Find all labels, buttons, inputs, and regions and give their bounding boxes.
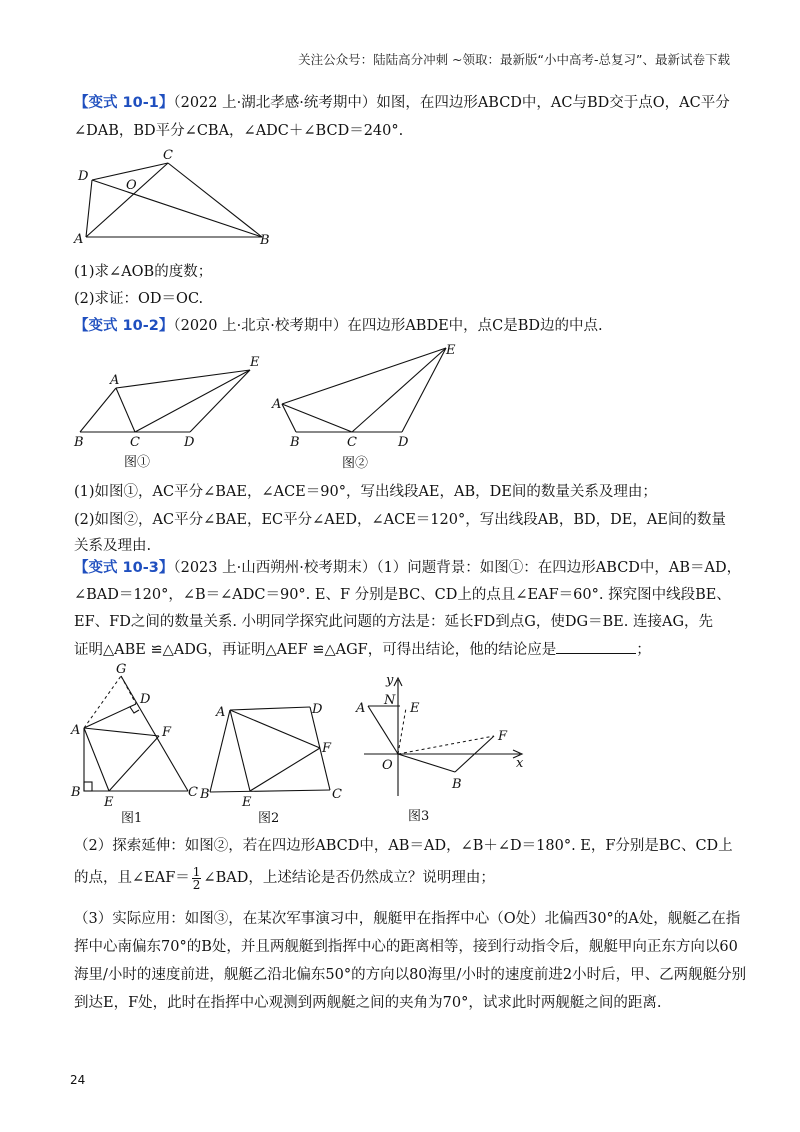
label-C: C — [163, 148, 173, 163]
problem-10-2-line1 — [74, 316, 736, 336]
figure-caption: 图① — [124, 455, 151, 470]
label-D: D — [398, 435, 409, 450]
problem-10-1-line1 — [74, 93, 736, 113]
label-B: B — [200, 787, 210, 802]
problem-tag: 【变式 10-1】 — [74, 95, 174, 111]
figure-10-2-1 — [70, 350, 270, 479]
label-B: B — [452, 777, 462, 792]
fraction-numerator: 1 — [192, 864, 201, 879]
label-D: D — [312, 702, 323, 717]
problem-10-2-q2a: (2)如图②，AC平分∠BAE，EC平分∠AED，∠ACE＝120°，写出线段AB，BD，DE，AE间的数量 — [74, 512, 726, 528]
label-D: D — [184, 435, 195, 450]
problem-10-3-line1 — [74, 558, 742, 578]
label-F: F — [162, 725, 172, 740]
label-E: E — [250, 355, 260, 370]
page-header: 关注公众号：陆陆高分冲刺 ~领取：最新版“小中高考-总复习”、最新试卷下载 — [298, 52, 730, 67]
label-O: O — [382, 758, 393, 773]
problem-10-3-line4 — [74, 639, 736, 660]
label-B: B — [71, 785, 81, 800]
problem-text: （2020 上·北京·校考期中）在四边形ABDE中，点C是BD边的中点. — [173, 318, 603, 334]
problem-text: 证明△ABE ≌△ADG，再证明△AEF ≌△AGF，可得出结论，他的结论应是 — [74, 642, 557, 658]
label-E: E — [410, 701, 420, 716]
label-E: E — [242, 795, 252, 810]
problem-10-2-q1: (1)如图①，AC平分∠BAE，∠ACE＝90°，写出线段AE，AB，DE间的数量关系及理由； — [74, 484, 657, 500]
problem-10-1-line2: ∠DAB，BD平分∠CBA，∠ADC＋∠BCD＝240°. — [74, 123, 404, 139]
problem-text: ； — [636, 642, 651, 658]
label-E: E — [446, 343, 456, 358]
figure-caption: 图1 — [121, 811, 143, 826]
answer-blank[interactable] — [556, 639, 636, 654]
label-D: D — [78, 169, 89, 184]
label-N: N — [384, 693, 396, 708]
label-A: A — [110, 373, 120, 388]
problem-text: （2022 上·湖北孝感·统考期中）如图，在四边形ABCD中，AC与BD交于点O，AC平分 — [173, 95, 730, 111]
figure-caption: 图② — [342, 456, 369, 471]
label-B: B — [260, 233, 270, 248]
figure-10-1 — [70, 145, 290, 254]
problem-tag: 【变式 10-3】 — [74, 560, 174, 576]
problem-10-3-q3d: 到达E，F处，此时在指挥中心观测到两舰艇之间的夹角为70°，试求此时两舰艇之间的距离. — [74, 995, 662, 1011]
label-A: A — [74, 232, 84, 247]
figure-caption: 图3 — [408, 809, 430, 824]
problem-text: （2023 上·山西朔州·校考期末）（1）问题背景：如图①：在四边形ABCD中，AB＝AD， — [173, 560, 742, 576]
problem-10-3-q3c: 海里/小时的速度前进，舰艇乙沿北偏东50°的方向以80海里/小时的速度前进2小时后，甲、乙两舰艇分别 — [74, 967, 747, 983]
problem-10-1-q2: (2)求证：OD＝OC. — [74, 291, 204, 307]
problem-text: 的点，且∠EAF＝ — [74, 870, 190, 886]
problem-10-3-q2b — [74, 865, 736, 891]
label-B: B — [290, 435, 300, 450]
problem-10-3-q3a: （3）实际应用：如图③，在某次军事演习中，舰艇甲在指挥中心（O处）北偏西30°的A处，舰艇乙在指 — [74, 911, 741, 927]
figure-caption: 图2 — [258, 811, 280, 826]
label-F: F — [498, 729, 508, 744]
label-A: A — [272, 397, 282, 412]
label-G: G — [116, 662, 127, 677]
problem-10-3-line2: ∠BAD＝120°，∠B＝∠ADC＝90°. E、F 分别是BC、CD上的点且∠EAF＝60°. 探究图中线段BE、 — [74, 587, 731, 603]
label-C: C — [332, 787, 342, 802]
figure-10-2-2 — [270, 340, 470, 479]
label-A: A — [216, 705, 226, 720]
problem-10-2-q2b: 关系及理由. — [74, 538, 152, 554]
label-E: E — [104, 795, 114, 810]
problem-text: ∠BAD，上述结论是否仍然成立？说明理由； — [203, 870, 495, 886]
problem-tag: 【变式 10-2】 — [74, 318, 174, 334]
problem-10-3-q3b: 挥中心南偏东70°的B处，并且两舰艇到指挥中心的距离相等，接到行动指令后，舰艇甲向正东方向以60 — [74, 939, 738, 955]
label-A: A — [356, 701, 366, 716]
page-number: 24 — [70, 1073, 86, 1087]
figure-10-3-2 — [200, 690, 350, 834]
problem-10-3-q2a: （2）探索延伸：如图②，若在四边形ABCD中，AB＝AD，∠B＋∠D＝180°. E，F分别是BC、CD上 — [74, 838, 733, 854]
label-A: A — [71, 723, 81, 738]
label-C: C — [130, 435, 140, 450]
figure-10-3-1 — [66, 660, 206, 834]
fraction-denominator: 2 — [192, 877, 201, 892]
label-B: B — [74, 435, 84, 450]
label-y: y — [386, 673, 394, 688]
problem-10-1-q1: (1)求∠AOB的度数； — [74, 264, 213, 280]
problem-10-3-line3: EF、FD之间的数量关系. 小明同学探究此问题的方法是：延长FD到点G，使DG＝BE. 连接AG，先 — [74, 614, 714, 630]
label-C: C — [188, 785, 198, 800]
fraction — [192, 866, 202, 891]
figure-10-3-3 — [350, 670, 540, 834]
label-F: F — [322, 741, 332, 756]
label-C: C — [347, 435, 357, 450]
label-x: x — [516, 756, 524, 771]
label-O: O — [126, 178, 137, 193]
label-D: D — [140, 692, 151, 707]
